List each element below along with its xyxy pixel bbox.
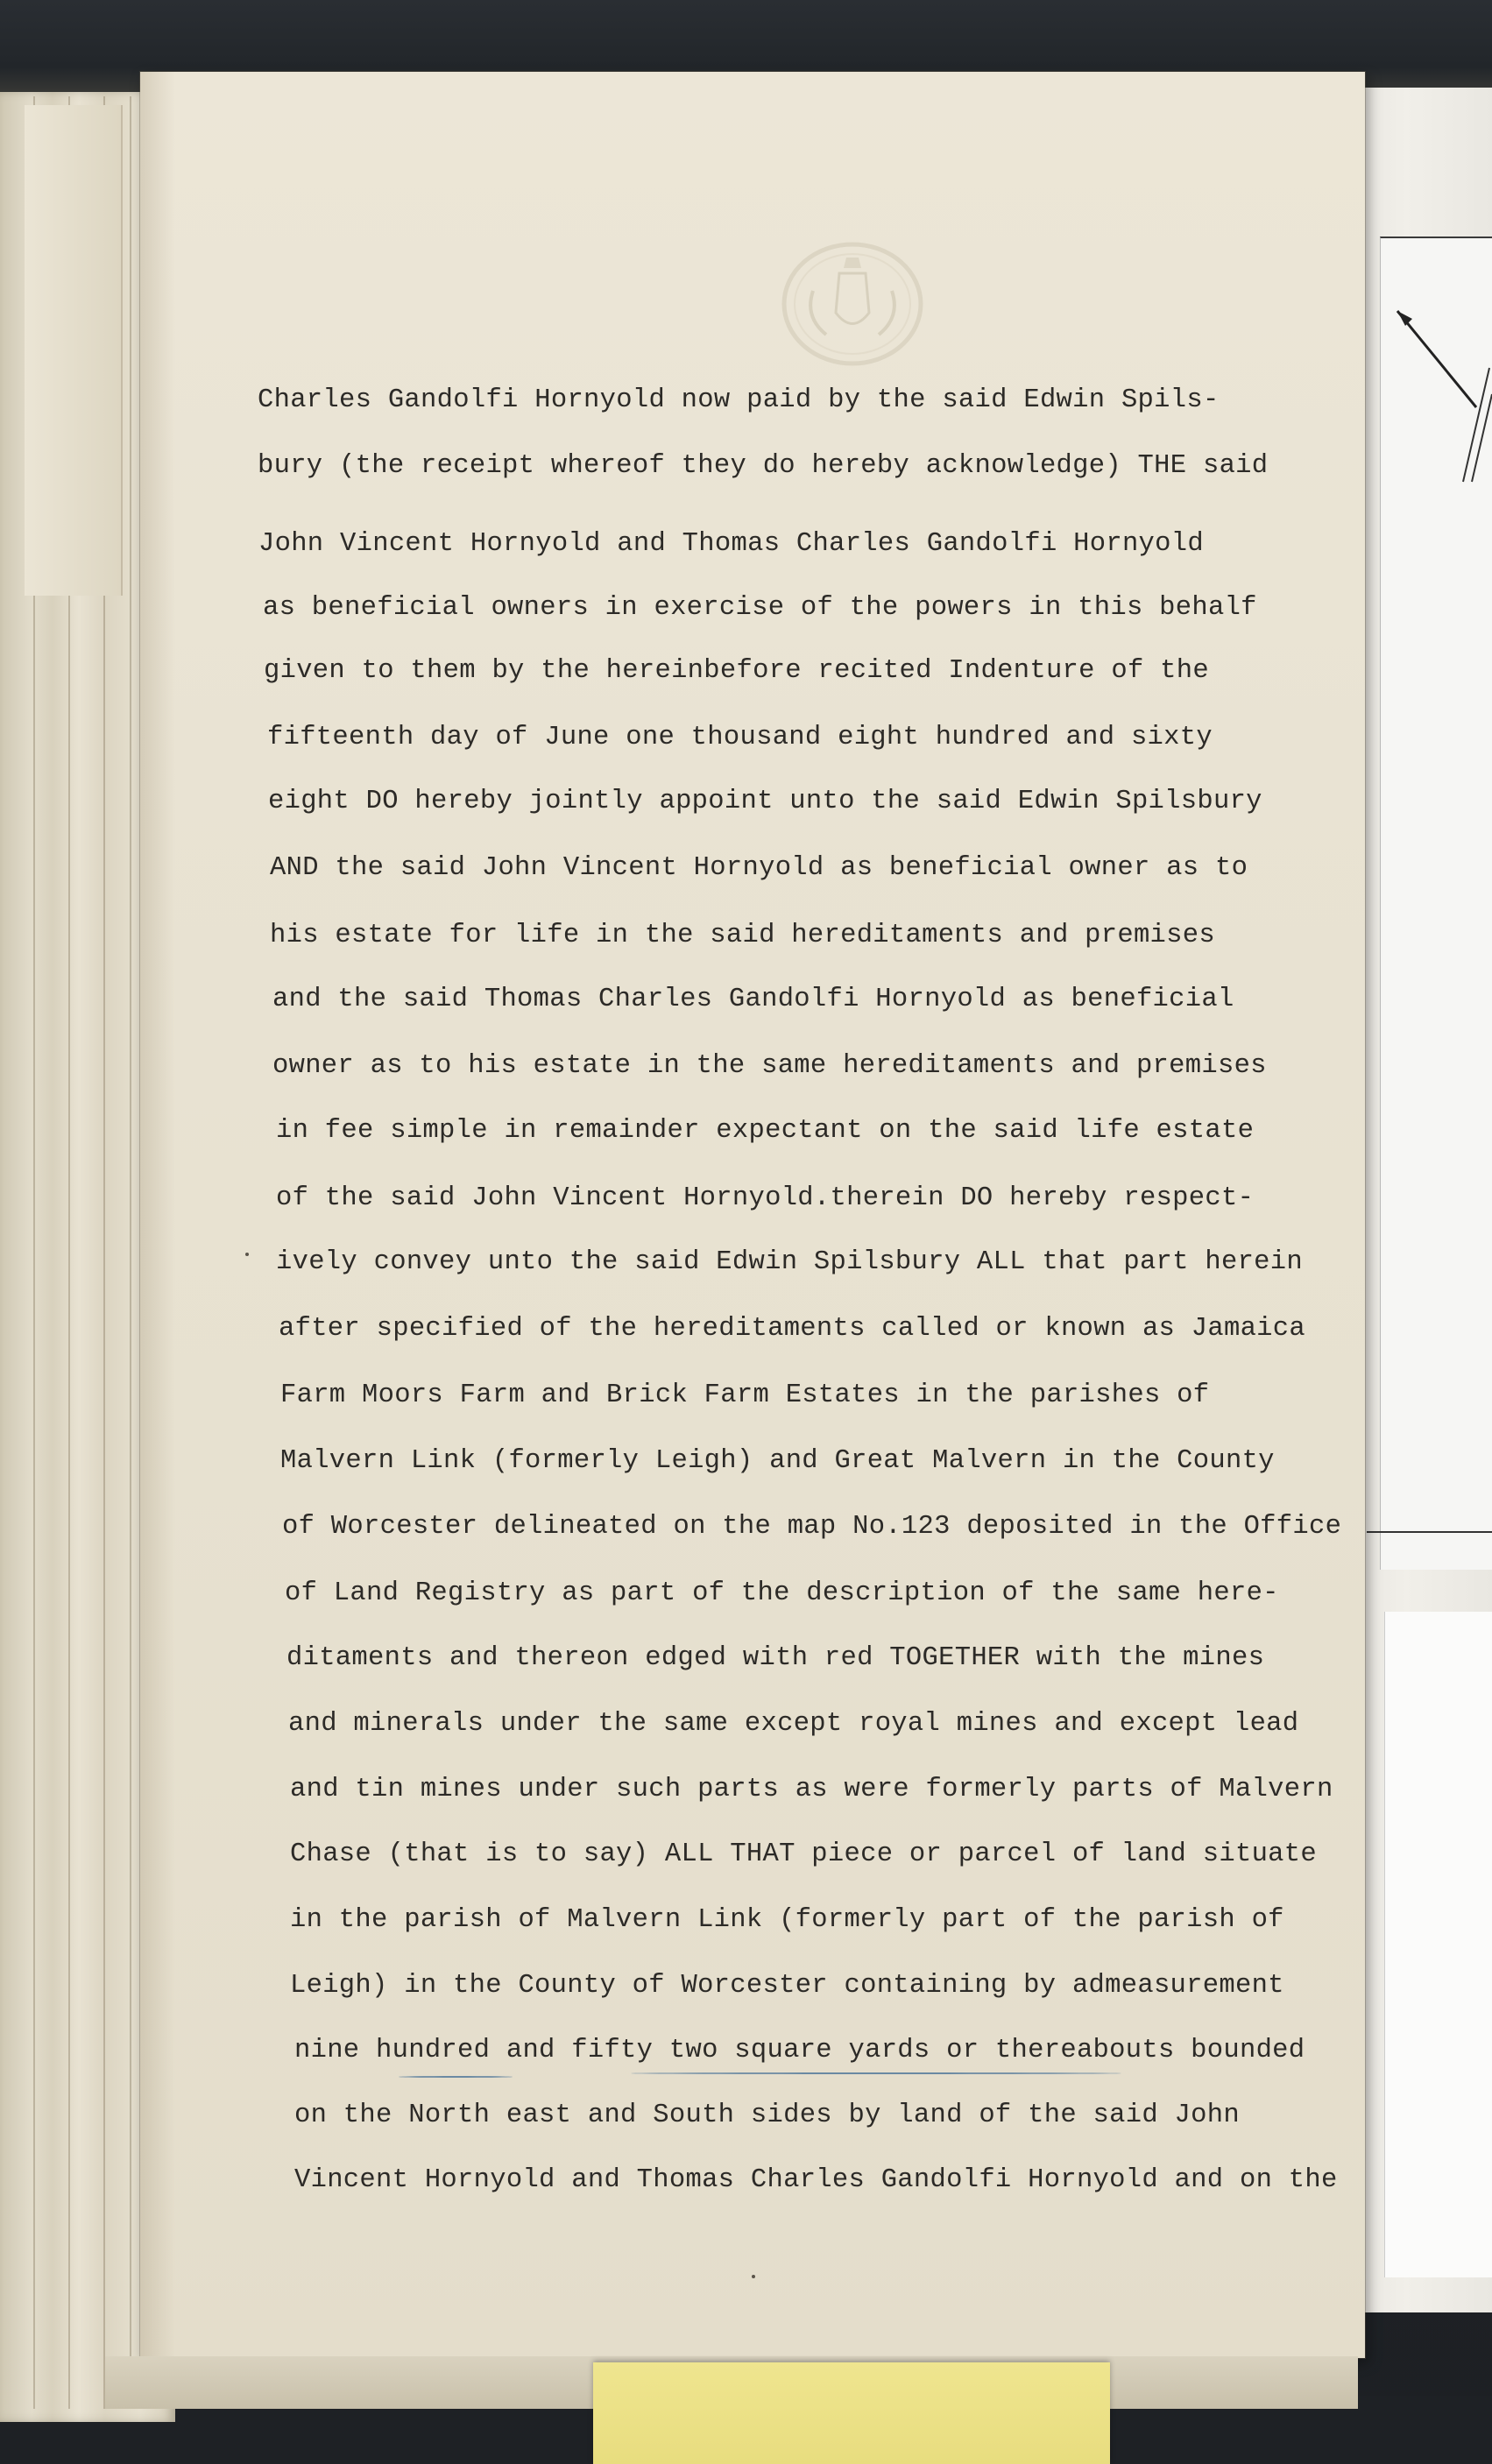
document-text-line: Farm Moors Farm and Brick Farm Estates in the parishes of <box>280 1380 1210 1410</box>
document-text-line: and the said Thomas Charles Gandolfi Hornyold as beneficial <box>272 985 1234 1014</box>
document-text-line: ditaments and thereon edged with red TOGETHER with the mines <box>286 1643 1265 1673</box>
embossed-seal-icon <box>778 238 927 370</box>
document-text-line: in fee simple in remainder expectant on the said life estate <box>276 1116 1255 1146</box>
document-text-line: Chase (that is to say) ALL THAT piece or parcel of land situate <box>290 1839 1317 1869</box>
document-text-line: after specified of the hereditaments called or known as Jamaica <box>279 1314 1305 1344</box>
ink-speck <box>752 2275 755 2278</box>
pencil-underline <box>631 2072 1121 2074</box>
document-text-line: Vincent Hornyold and Thomas Charles Gandolfi Hornyold and on the <box>294 2165 1338 2195</box>
page-edge-line <box>130 96 131 2409</box>
north-arrow-icon <box>1393 307 1492 499</box>
page-edge-shade <box>140 72 175 2358</box>
document-text-line: given to them by the hereinbefore recited Indenture of the <box>264 656 1209 686</box>
document-text-line: John Vincent Hornyold and Thomas Charles Gandolfi Hornyold <box>258 529 1204 559</box>
document-text-line: his estate for life in the said hereditaments and premises <box>270 921 1215 950</box>
document-text-line: of the said John Vincent Hornyold.therein DO hereby respect- <box>276 1183 1255 1213</box>
pencil-underline <box>399 2076 513 2078</box>
map-rule-line <box>1367 1531 1492 1533</box>
document-text-line: ively convey unto the said Edwin Spilsbury ALL that part herein <box>276 1247 1303 1277</box>
document-text-line: nine hundred and fifty two square yards or thereabouts bounded <box>294 2036 1305 2065</box>
document-text-line: bury (the receipt whereof they do hereby acknowledge) THE said <box>258 451 1269 481</box>
folded-flap <box>25 105 123 596</box>
document-text-line: Leigh) in the County of Worcester containing by admeasurement <box>290 1971 1284 2001</box>
document-text-line: Malvern Link (formerly Leigh) and Great Malvern in the County <box>280 1446 1275 1476</box>
document-text-line: on the North east and South sides by land of the said John <box>294 2100 1240 2130</box>
document-text-line: and minerals under the same except royal mines and except lead <box>288 1709 1299 1739</box>
document-text-line: Charles Gandolfi Hornyold now paid by the said Edwin Spils- <box>258 385 1220 415</box>
document-text-line: owner as to his estate in the same hereditaments and premises <box>272 1051 1267 1081</box>
ink-speck <box>245 1253 249 1256</box>
document-text-line: eight DO hereby jointly appoint unto the said Edwin Spilsbury <box>268 787 1262 816</box>
document-text-line: and tin mines under such parts as were formerly parts of Malvern <box>290 1775 1333 1804</box>
document-text-line: of Land Registry as part of the description of the same here- <box>285 1578 1279 1608</box>
document-text-line: in the parish of Malvern Link (formerly part of the parish of <box>290 1905 1284 1935</box>
sticky-note <box>593 2362 1110 2464</box>
document-text-line: of Worcester delineated on the map No.123 deposited in the Office <box>282 1512 1342 1542</box>
document-text-line: fifteenth day of June one thousand eight hundred and sixty <box>267 723 1213 752</box>
document-text-line: AND the said John Vincent Hornyold as beneficial owner as to <box>270 853 1248 883</box>
document-text-line: as beneficial owners in exercise of the powers in this behalf <box>263 593 1257 623</box>
right-lower-sheet <box>1384 1612 1492 2277</box>
